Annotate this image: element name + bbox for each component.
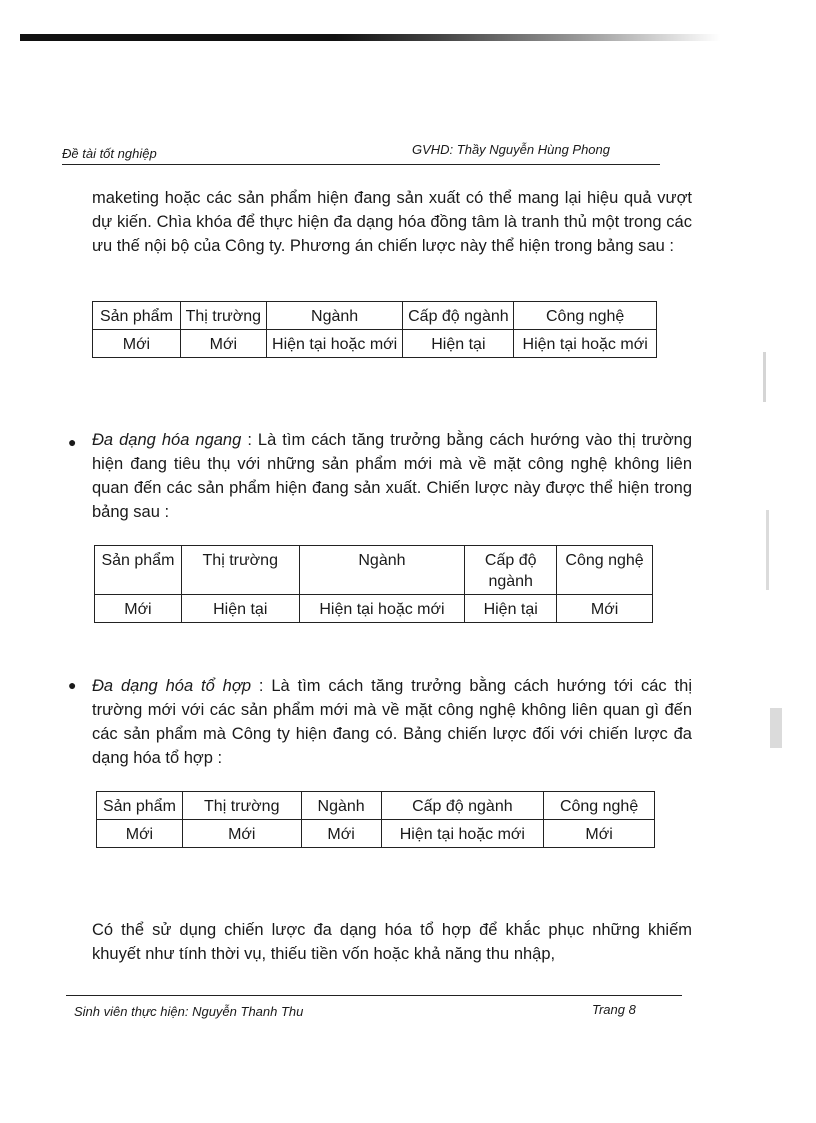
scan-speck xyxy=(766,510,769,590)
cell-market: Hiện tại xyxy=(181,595,299,623)
header-cell-technology: Công nghệ xyxy=(514,302,657,330)
header-cell-industry-level: Cấp độ ngành xyxy=(381,792,544,820)
horizontal-diversification-paragraph xyxy=(92,428,692,524)
scan-artifact-bar xyxy=(20,34,720,41)
header-advisor: GVHD: Thầy Nguyễn Hùng Phong xyxy=(412,142,610,157)
strategy-table-concentric xyxy=(92,301,657,358)
header-cell-industry-level: Cấp độ ngành xyxy=(465,546,557,595)
strategy-table-conglomerate xyxy=(96,791,655,848)
page-header xyxy=(62,142,660,165)
cell-industry: Mới xyxy=(301,820,381,848)
footer-page-number: Trang 8 xyxy=(592,1002,636,1017)
scan-speck xyxy=(770,708,782,748)
cell-product: Mới xyxy=(97,820,183,848)
cell-industry-level: Hiện tại xyxy=(465,595,557,623)
bullet-dot: ● xyxy=(68,677,77,693)
cell-product: Mới xyxy=(93,330,181,358)
header-cell-product: Sản phẩm xyxy=(95,546,182,595)
header-cell-industry: Ngành xyxy=(299,546,465,595)
cell-industry: Hiện tại hoặc mới xyxy=(299,595,465,623)
intro-paragraph: maketing hoặc các sản phẩm hiện đang sản xuất có thể mang lại hiệu quả vượt dự kiến. Chìa khóa để thực hiện đa dạng hóa đồng tâm là tranh thủ một trong các ưu thế nội bộ của Công ty. Phương án chiến lược này thể hiện trong bảng sau : xyxy=(92,189,692,255)
table-header-row xyxy=(93,302,657,330)
header-cell-market: Thị trường xyxy=(180,302,266,330)
header-cell-market: Thị trường xyxy=(182,792,301,820)
table-row xyxy=(93,330,657,358)
cell-technology: Mới xyxy=(557,595,653,623)
header-cell-industry-level: Cấp độ ngành xyxy=(403,302,514,330)
cell-industry-level: Hiện tại hoặc mới xyxy=(381,820,544,848)
cell-technology: Mới xyxy=(544,820,655,848)
table-header-row xyxy=(97,792,655,820)
table-header-row xyxy=(95,546,653,595)
cell-industry: Hiện tại hoặc mới xyxy=(266,330,403,358)
scan-speck xyxy=(763,352,766,402)
conglomerate-description: : Là tìm cách tăng trưởng bằng cách hướng tới các thị trường mới với các sản phẩm mới mà về mặt công nghệ không liên quan gì đến các sản phẩm mà Công ty hiện đang có. Bảng chiến lược đối với chiến lược đa dạng hóa tổ hợp : xyxy=(92,677,692,767)
footer-rule xyxy=(66,995,682,996)
cell-industry-level: Hiện tại xyxy=(403,330,514,358)
header-cell-market: Thị trường xyxy=(181,546,299,595)
strategy-table-horizontal xyxy=(94,545,653,623)
header-cell-product: Sản phẩm xyxy=(93,302,181,330)
table-row xyxy=(95,595,653,623)
cell-market: Mới xyxy=(182,820,301,848)
header-cell-industry: Ngành xyxy=(301,792,381,820)
conglomerate-diversification-paragraph xyxy=(92,674,692,770)
cell-technology: Hiện tại hoặc mới xyxy=(514,330,657,358)
term-horizontal: Đa dạng hóa ngang xyxy=(92,431,242,449)
header-thesis-title: Đề tài tốt nghiệp xyxy=(62,146,157,161)
footer-student: Sinh viên thực hiện: Nguyễn Thanh Thu xyxy=(74,1004,304,1019)
header-cell-product: Sản phẩm xyxy=(97,792,183,820)
term-conglomerate: Đa dạng hóa tổ hợp xyxy=(92,677,251,695)
header-cell-technology: Công nghệ xyxy=(544,792,655,820)
closing-paragraph: Có thể sử dụng chiến lược đa dạng hóa tổ hợp để khắc phục những khiếm khuyết như tính thời vụ, thiếu tiền vốn hoặc khả năng thu nhập, xyxy=(92,921,692,963)
cell-market: Mới xyxy=(180,330,266,358)
cell-product: Mới xyxy=(95,595,182,623)
header-cell-industry: Ngành xyxy=(266,302,403,330)
horizontal-description: : Là tìm cách tăng trưởng bằng cách hướng vào thị trường hiện đang tiêu thụ với những sản phẩm mới mà về mặt công nghệ không liên quan đến các sản phẩm hiện đang sản xuất. Chiến lược này được thể hiện trong bảng sau : xyxy=(92,431,692,521)
table-row xyxy=(97,820,655,848)
bullet-dot: ● xyxy=(68,434,77,450)
header-cell-technology: Công nghệ xyxy=(557,546,653,595)
